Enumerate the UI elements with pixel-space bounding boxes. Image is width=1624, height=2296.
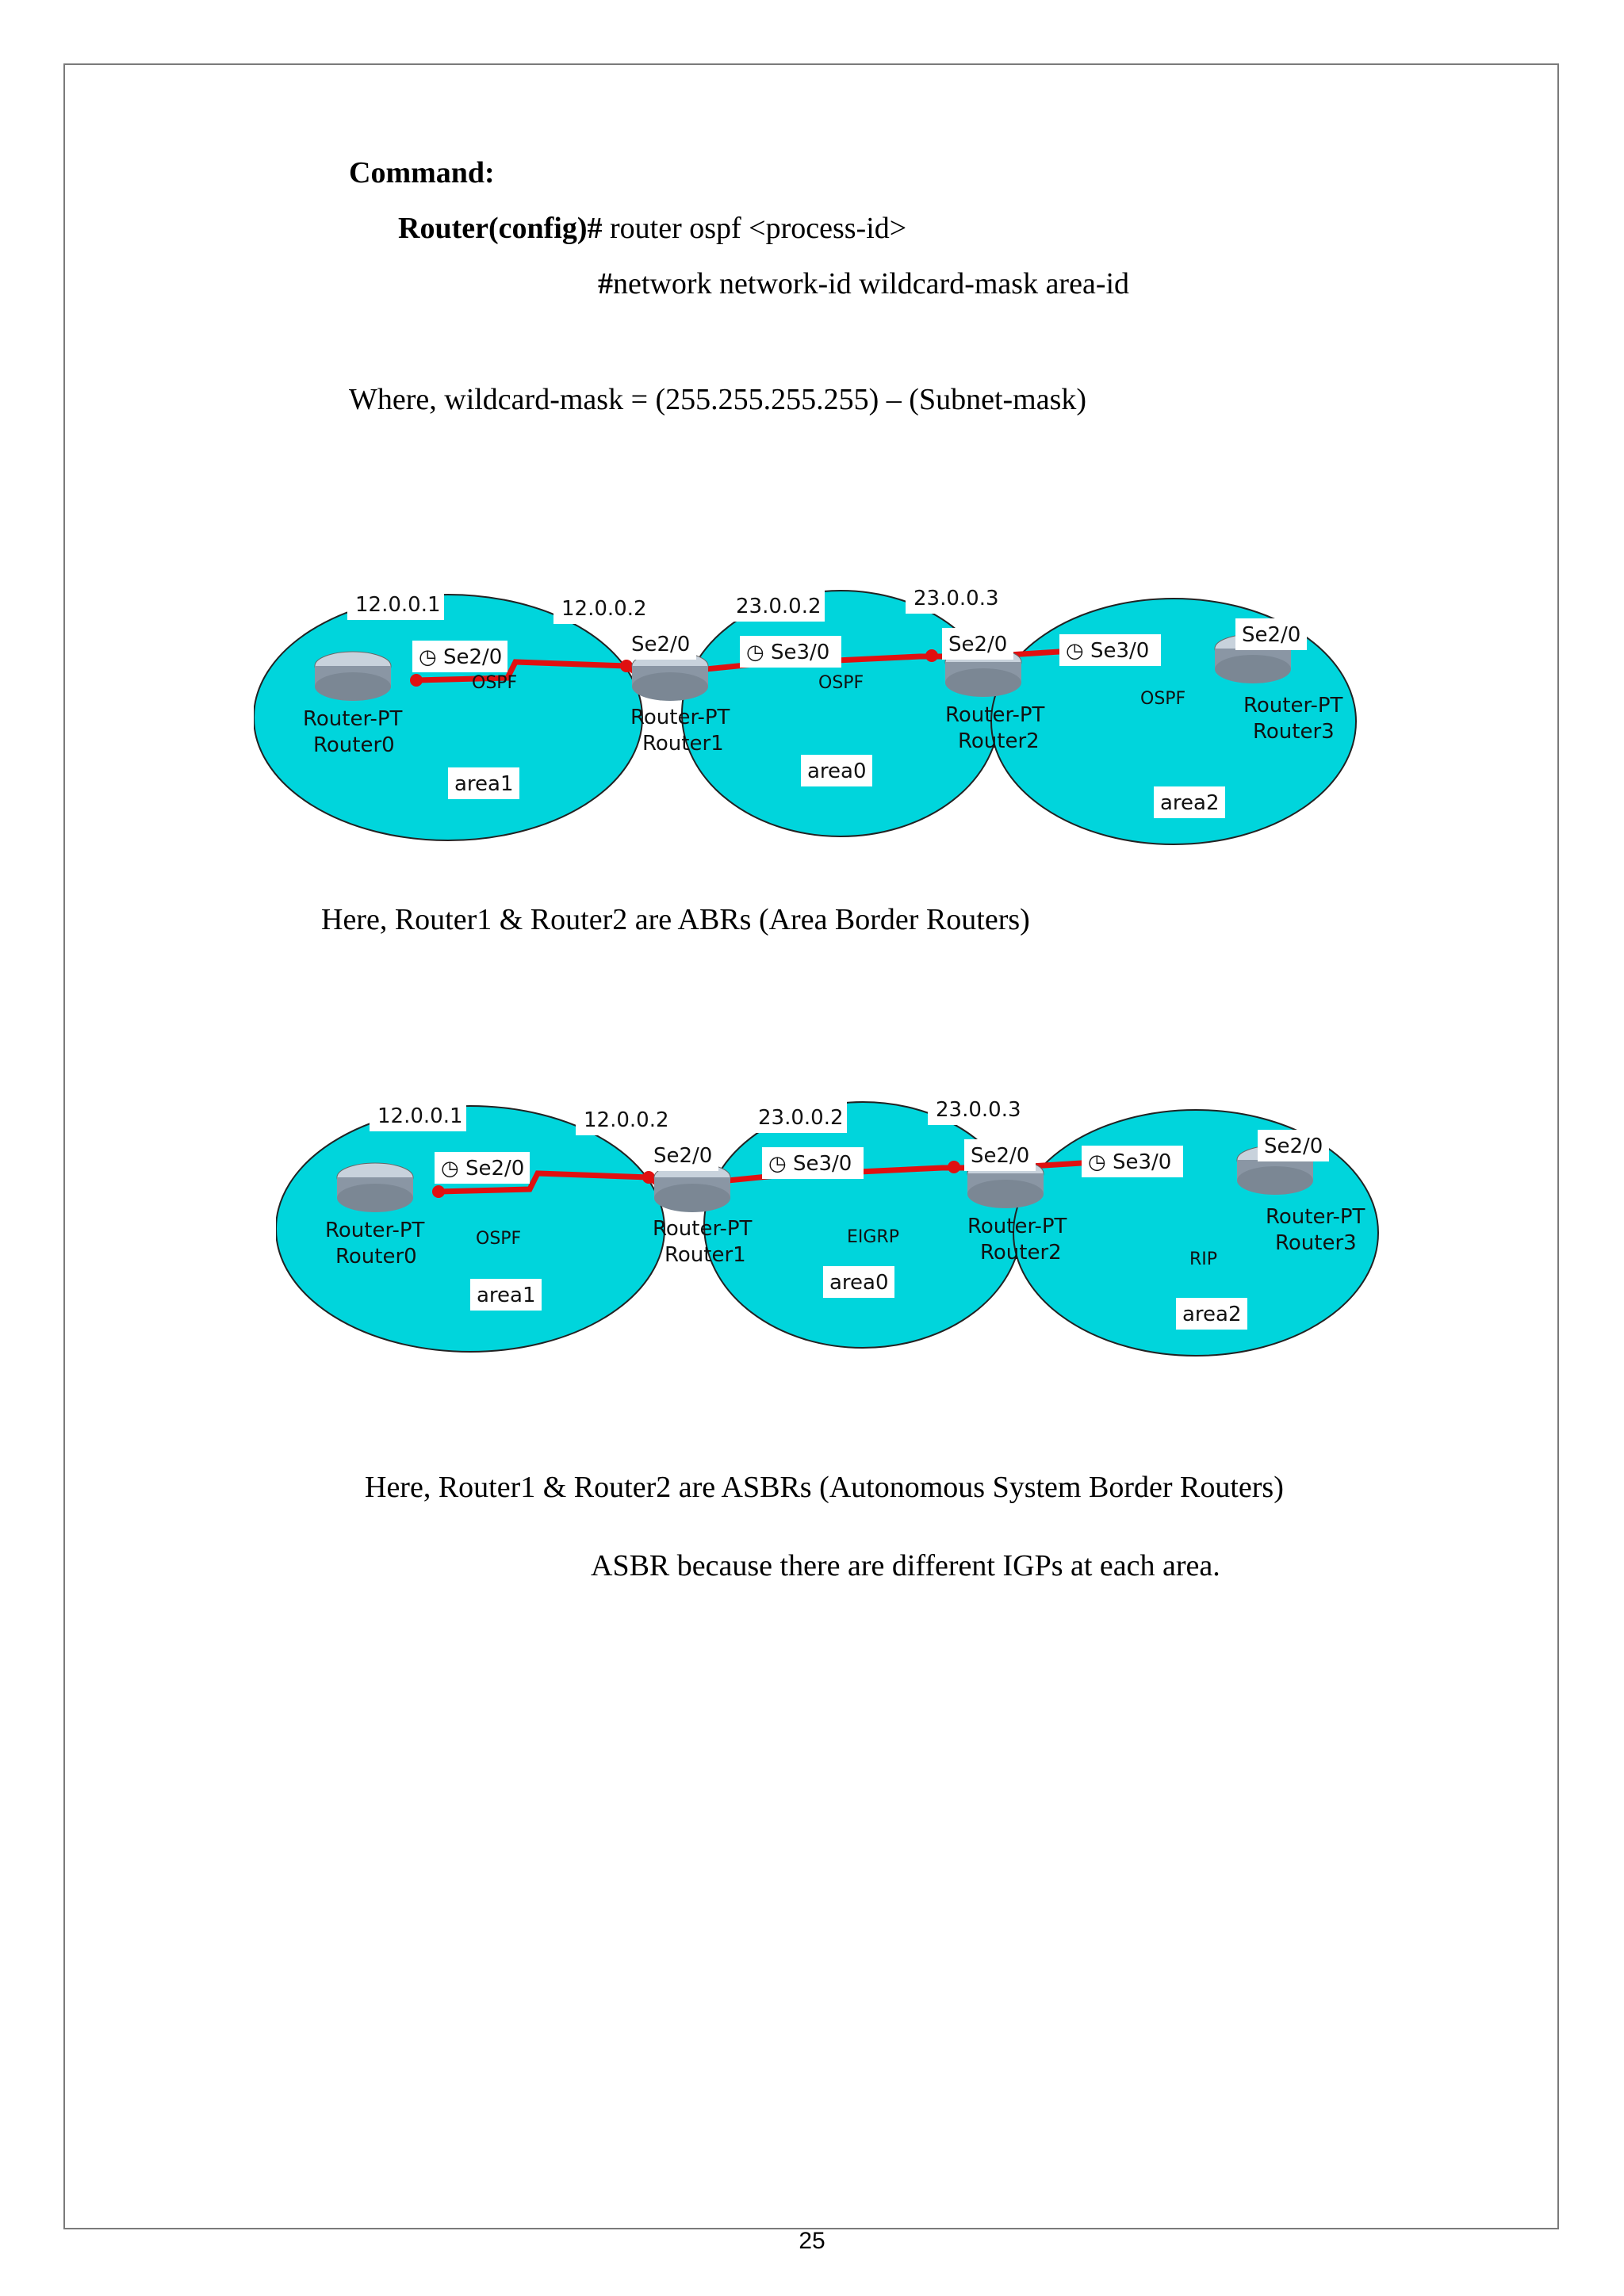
protocol-label: RIP: [1189, 1249, 1218, 1269]
ip-label: 12.0.0.2: [584, 1108, 669, 1132]
area-label: area0: [829, 1271, 889, 1295]
command-text: router ospf <process-id>: [602, 212, 907, 245]
interface-label: Se2/0: [971, 1144, 1030, 1168]
router-name-label: Router0: [313, 733, 395, 757]
interface-label: ◷ Se2/0: [441, 1157, 525, 1181]
command-line-2: [598, 266, 1129, 303]
interface-label: ◷ Se3/0: [768, 1152, 852, 1176]
interface-label: Se2/0: [1242, 623, 1301, 647]
abr-caption: Here, Router1 & Router2 are ABRs (Area Border Routers): [321, 903, 1030, 936]
router-name-label: Router2: [958, 729, 1040, 753]
interface-label: ◷ Se3/0: [746, 641, 830, 664]
router-type-label: Router-PT: [945, 703, 1045, 727]
command-heading: Command:: [349, 156, 495, 189]
area-label: area1: [454, 772, 514, 796]
router0-icon: [315, 652, 391, 701]
router-name-label: Router3: [1275, 1231, 1357, 1255]
ip-label: 12.0.0.1: [355, 593, 441, 617]
area-label: area2: [1160, 791, 1220, 815]
interface-label: Se2/0: [1264, 1135, 1323, 1158]
topology-svg-2: [276, 1082, 1402, 1383]
router-type-label: Router-PT: [653, 1217, 753, 1241]
ip-label: 12.0.0.1: [377, 1104, 463, 1128]
ip-label: 23.0.0.3: [936, 1098, 1021, 1122]
area-label: area0: [807, 760, 867, 783]
interface-label: ◷ Se2/0: [419, 645, 503, 669]
router-name-label: Router0: [335, 1245, 417, 1269]
protocol-label: OSPF: [1140, 689, 1186, 709]
page-number: 25: [799, 2228, 825, 2254]
area-label: area2: [1182, 1303, 1242, 1326]
command-line-1: [398, 211, 906, 247]
router0-icon: [337, 1163, 413, 1212]
router-type-label: Router-PT: [1266, 1205, 1365, 1229]
router-name-label: Router3: [1253, 720, 1335, 744]
ip-label: 23.0.0.2: [736, 595, 822, 618]
router-type-label: Router-PT: [967, 1215, 1067, 1238]
protocol-label: EIGRP: [847, 1227, 899, 1247]
interface-label: Se2/0: [631, 633, 691, 656]
command-prompt: Router(config)#: [398, 212, 603, 245]
interface-label: Se2/0: [653, 1144, 713, 1168]
ip-label: 12.0.0.2: [561, 597, 647, 621]
router-type-label: Router-PT: [1243, 694, 1343, 718]
ip-label: 23.0.0.2: [758, 1106, 844, 1130]
command-hash: #: [598, 267, 613, 300]
asbr-explanation: ASBR because there are different IGPs at each area.: [591, 1549, 1220, 1582]
wildcard-formula: Where, wildcard-mask = (255.255.255.255) – (Subnet-mask): [349, 383, 1087, 416]
router-type-label: Router-PT: [325, 1219, 425, 1242]
topology-svg-1: [254, 571, 1380, 872]
interface-label: ◷ Se3/0: [1066, 639, 1150, 663]
router-type-label: Router-PT: [303, 707, 403, 731]
router-name-label: Router2: [980, 1241, 1062, 1265]
router-name-label: Router1: [665, 1243, 746, 1267]
topology-diagram-1: [254, 571, 1380, 872]
ip-label: 23.0.0.3: [914, 587, 999, 610]
command-network-text: network network-id wildcard-mask area-id: [613, 267, 1130, 300]
area-label: area1: [477, 1284, 536, 1307]
protocol-label: OSPF: [476, 1229, 522, 1249]
router-type-label: Router-PT: [630, 706, 730, 729]
topology-diagram-2: [276, 1082, 1402, 1383]
protocol-label: OSPF: [818, 673, 864, 693]
interface-label: ◷ Se3/0: [1088, 1150, 1172, 1174]
asbr-caption: Here, Router1 & Router2 are ASBRs (Autonomous System Border Routers): [365, 1471, 1284, 1504]
router-name-label: Router1: [642, 732, 724, 756]
protocol-label: OSPF: [472, 673, 518, 693]
interface-label: Se2/0: [948, 633, 1008, 656]
